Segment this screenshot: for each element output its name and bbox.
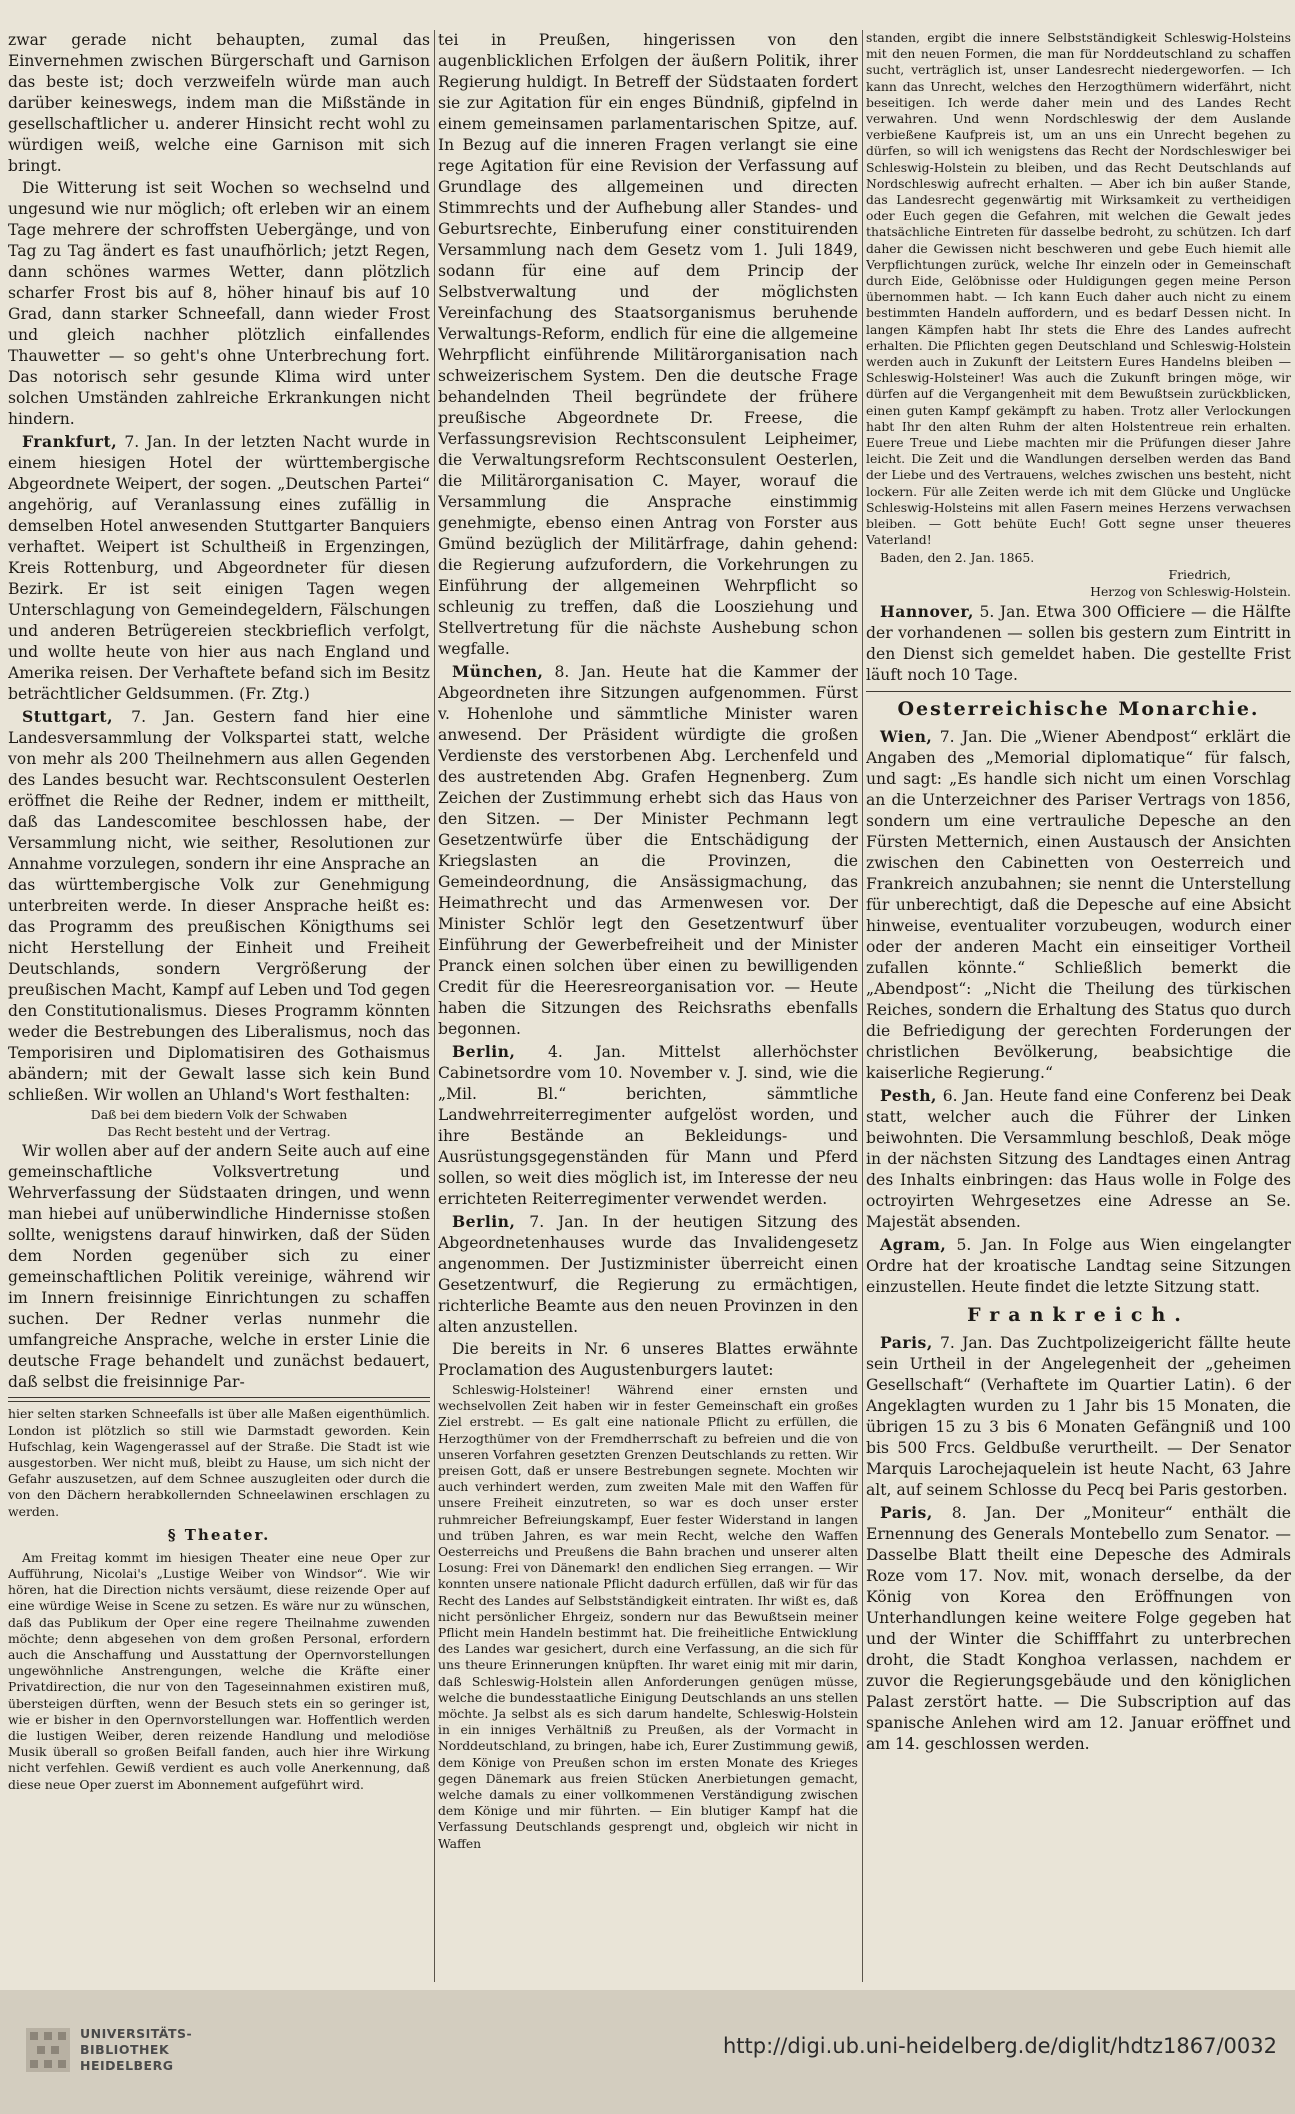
article-text: 7. Jan. Das Zuchtpolizeigericht fällte heute sein Urtheil in der Angelegenheit der „geheimen Gesellschaft“ (Verhaftete im Quartier Latin). 6 der Angeklagten wurden zu 1 Jahr bis 15 Monaten, die übrigen 15 zu 3 bis 6 Monaten Gefängniß und 100 bis 500 Frcs. Geldbuße verurtheilt. — Der Senator Marquis Larochejaquelein ist heute Nacht, 63 Jahre alt, auf seinem Schlosse du Pecq bei Paris gestorben. [866, 1334, 1291, 1500]
article-berlin [438, 1041, 858, 1210]
dateline: Hannover, [880, 602, 974, 622]
article-text: 7. Jan. Gestern fand hier eine Landesversammlung der Volkspartei statt, welche von mehr als 200 Theilnehmern aus allen Gegenden des Landes besucht war. Rechtsconsulent Oesterlen eröffnet die Reihe der Redner, indem er mittheilt, daß das Landescomitee beschlossen habe, der Versammlung nicht, wie seither, Resolutionen zur Annahme vorzulegen, sondern ihr eine Ansprache an das württembergische Volk zur Genehmigung unterbreiten werde. In dieser Ansprache heißt es: das Programm des preußischen Königthums sei nicht Herstellung der Einheit und Freiheit Deutschlands, sondern Vergrößerung der preußischen Macht, Kampf auf Leben und Tod gegen den Constitutionalismus. Dieses Programm könnten weder die Bestrebungen des Liberalismus, noch das Temporisiren und Diplomatisiren des Gothaismus abändern; mit der Gewalt lasse sich kein Bund schließen. Wir wollen an Uhland's Wort festhalten: [8, 708, 430, 1104]
theater-heading: § Theater. [167, 1525, 271, 1544]
dateline: Frankfurt, [22, 432, 118, 451]
column-3 [866, 30, 1291, 1982]
dateline: Berlin, [452, 1212, 516, 1231]
dateline: Paris, [880, 1333, 933, 1353]
article-agram [866, 1234, 1291, 1298]
verse-line: Das Recht besteht und der Vertrag. [107, 1124, 331, 1140]
article-paragraph: Die bereits in Nr. 6 unseres Blattes erwähnte Proclamation des Augustenburgers lautet: [438, 1340, 858, 1379]
article-text: 7. Jan. Die „Wiener Abendpost“ erklärt die Angaben des „Memorial diplomatique“ für falsch, und sagt: „Es handle sich nicht um einen Vorschlag an die Unterzeichner des Pariser Vertrags von 1856, sondern um eine vertrauliche Depesche an den Fürsten Metternich, einen Austausch der Ansichten zwischen den Cabinetten von Oesterreich und Frankreich anzubahnen; sie nennt die Unterstellung für unberechtigt, daß die Depesche auf eine Absicht hinweise, eventualiter vorzubeugen, wodurch einer oder der anderen Macht ein einseitiger Vortheil zufallen könnte.“ Schließlich bemerkt die „Abendpost“: „Nicht die Theilung des türkischen Reiches, sondern die Erhaltung des Status quo durch die Befriedigung der gerechten Forderungen der christlichen Bevölkerung, beabsichtige die kaiserliche Regierung.“ [866, 728, 1291, 1083]
article-paragraph: Wir wollen aber auf der andern Seite auch auf eine gemeinschaftliche Volksvertretung und Wehrverfassung der Südstaaten dringen, und wenn man hiebei auf unüberwindliche Hindernisse stoßen sollte, wenigstens darauf hinwirken, daß der Süden dem Norden gegenüber sich zu einer gemeinschaftlichen Politik vereinige, während wir im Innern freisinnige Einrichtungen zu schaffen suchen. Der Redner verlas nunmehr die umfangreiche Ansprache, welche in erster Linie die deutsche Frage behandelt und zunächst bedauert, daß selbst die freisinnige Par- [8, 1142, 430, 1392]
theater-text: Am Freitag kommt im hiesigen Theater eine neue Oper zur Aufführung, Nicolai's „Lustige Weiber von Windsor“. Wie wir hören, hat die Direction nichts versäumt, diese reizende Oper auf eine würdige Weise in Scene zu setzen. Es wäre nur zu wünschen, daß das Publikum der Oper eine regere Theilnahme zuwenden möchte; denn abgesehen von dem großen Personal, erfordern auch die Anschaffung und Ausstattung der Opernvorstellungen ungewöhnliche Anstrengungen, welche die Kräfte einer Privatdirection, die nur von den Tageseinnahmen existiren muß, übersteigen dürften, wenn der Besuch stets ein so geringer ist, wie er bisher in den Opernvorstellungen war. Hoffentlich werden die lustigen Weiber, deren reizende Handlung und melodiöse Musik überall so großen Beifall fanden, auch hier ihre Wirkung nicht verfehlen. Gewiß verdient es auch volle Anerkennung, daß diese neue Oper zuerst im Abonnement aufgeführt wird. [8, 1549, 430, 1792]
section-divider [866, 691, 1291, 692]
library-name [80, 2026, 192, 2074]
article-paragraph: Die Witterung ist seit Wochen so wechselnd und ungesund wie nur möglich; oft erleben wir an einem Tage mehrere der schroffsten Uebergänge, und von Tag zu Tag ändert es fast unaufhörlich; jetzt Regen, dann schönes warmes Wetter, dann plötzlich scharfer Frost bis auf 8, höher hinauf bis auf 10 Grad, dann starker Schneefall, dann wieder Frost und gleich nachher plötzlich einfallendes Thauwetter — so geht's ohne Unterbrechung fort. Das notorisch sehr gesunde Klima wird unter solchen Umständen zahlreiche Erkrankungen nicht hindern. [8, 179, 430, 428]
column-1 [8, 30, 430, 1982]
proclamation-text: Schleswig-Holsteiner! Während einer ernsten und wechselvollen Zeit haben wir in fester Gemeinschaft ein großes Ziel erstrebt. — Es galt eine nationale Pflicht zu erfüllen, die Herzogthümer von der Fremdherrschaft zu befreien und die von unseren Vorfahren gesetzten Grenzen Deutschlands zu retten. Wir preisen Gott, daß er unsere Bestrebungen segnete. Mochten wir auch verhindert werden, zum zweiten Male mit den Waffen für unsere Freiheit einzutreten, so war es doch unser erster ruhmreicher Befreiungskampf, Euer fester Widerstand in langen und trüben Jahren, es war mein Recht, welche den Waffen Oesterreichs und Preußens die Bahn brachen und unserer alten Losung: Frei von Dänemark! den endlichen Sieg errangen. — Wir konnten unsere nationale Pflicht dadurch erfüllen, daß wir für das Recht des Landes auf Selbstständigkeit eintraten. Ihr wißt es, daß nicht persönlicher Ehrgeiz, sondern nur das Bewußtsein meiner Pflicht mein Handeln bestimmt hat. Die freiheitliche Entwicklung des Landes war gesichert, durch eine Verfassung, an die sich für uns theure Erinnerungen knüpften. Ihr waret einig mit mir darin, daß Schleswig-Holstein allen Anforderungen genügen müsse, welche die bundesstaatliche Einigung Deutschlands an uns stellen möchte. Ja selbst als es sich darum handelte, Schleswig-Holstein in ein inniges Verhältniß zu Preußen, als der Vormacht in Norddeutschland, zu bringen, habe ich, Eurer Zustimmung gewiß, dem Könige von Preußen schon im ersten Monate des Krieges gegen Dänemark aus freien Stücken Anerbietungen gemacht, welche damals zu einer vollkommenen Verständigung zwischen dem Könige und mir führten. — Ein blutiger Kampf hat die Verfassung Deutschlands gesprengt und, obgleich wir nicht in Waffen [438, 1382, 858, 1851]
proclamation-text: standen, ergibt die innere Selbstständigkeit Schleswig-Holsteins mit den neuen Formen, die man für Norddeutschland zu schaffen sucht, verträglich ist, unser Landesrecht niedergeworfen. — Ich kann das Unrecht, welches den Herzogthümern widerfährt, nicht beseitigen. Ich werde daher mein und des Landes Recht verwahren. Und wenn Nordschleswig der dem Auslande verbießene Kaufpreis ist, um an uns ein Unrecht begehen zu dürfen, so will ich wenigstens das Recht der Nordschleswiger bei Schleswig-Holstein zu bleiben, und das Recht Deutschlands auf Nordschleswig aufrecht erhalten. — Aber ich bin außer Stande, das Landesrecht gegenwärtig mit Wirksamkeit zu vertheidigen oder Euch gegen die Gefahren, mit welchen die Gewalt jedes thatsächliche Eintreten für dasselbe bedroht, zu schützen. Ich darf daher die Gewissen nicht beschweren und gebe Euch hiemit alle Verpflichtungen zurück, welche Ihr einzeln oder in Gemeinschaft durch Eide, Gelöbnisse oder Huldigungen gegen meine Person übernommen habt. — Ich kann Euch daher auch nicht zu einem bestimmten Handeln auffordern, und es bedarf Dessen nicht. In langen Kämpfen habt Ihr stets die Ehre des Landes aufrecht erhalten. Die Pflichten gegen Deutschland und Schleswig-Holstein werden auch in Zukunft der Leitstern Eures Handelns bleiben — Schleswig-Holsteiner! Was auch die Zukunft bringen möge, wir dürfen auf die Vergangenheit mit dem Bewußtsein zurückblicken, einen guten Kampf gekämpft zu haben. Trotz aller Verlockungen habt Ihr den alten Ruhm der alten Holstentreue rein erhalten. Euere Treue und Liebe machten mir die Prüfungen dieser Jahre leicht. Die Zeit und die Wandlungen derselben werden das Band der Liebe und des Vertrauens, welches zwischen uns besteht, nicht lockern. Für alle Zeiten werde ich mit dem Glücke und Unglücke Schleswig-Holsteins mit allen Fasern meines Herzens verwachsen bleiben. — Gott behüte Euch! Gott segne unser theueres Vaterland! [866, 30, 1291, 548]
article-paris [866, 1332, 1291, 1501]
verse-line: Daß bei dem biedern Volk der Schwaben [90, 1107, 348, 1122]
section-heading-austria: Oesterreichische Monarchie. [897, 698, 1260, 721]
library-name-line: BIBLIOTHEK [80, 2042, 170, 2057]
article-text: 8. Jan. Heute hat die Kammer der Abgeordneten ihre Sitzungen aufgenommen. Fürst v. Hohenlohe und sämmtliche Minister waren anwesend. Der Präsident würdigte die großen Verdienste des verstorbenen Abg. Lerchenfeld und des austretenden Abg. Grafen Hegnenberg. Zum Zeichen der Zustimmung erhebt sich das Haus von den Sitzen. — Der Minister Pechmann legt Gesetzentwürfe über die Entschädigung der Kriegslasten an die Provinzen, die Gemeindeordnung, die Ansässigmachung, das Heimathrecht und das Armenwesen vor. Der Minister Schlör legt den Gesetzentwurf über Einführung der Gewerbefreiheit und der Minister Pranck einen solchen über einen zu bewilligenden Credit für die Heeresreorganisation vor. — Heute haben die Sitzungen des Reichsraths ebenfalls begonnen. [438, 663, 858, 1038]
dateline: Agram, [880, 1235, 947, 1255]
article-stuttgart [8, 706, 430, 1106]
dateline: Berlin, [452, 1042, 516, 1061]
article-hannover [866, 601, 1291, 686]
article-text: 4. Jan. Mittelst allerhöchster Cabinetsordre vom 10. November v. J. sind, wie die „Mil. Bl.“ berichten, sämmtliche Landwehrreiterregimenter aufgelöst worden, und ihre Bestände an Bekleidungs- und Ausrüstungsgegenständen für Mann und Pferd sollen, so weit dies möglich ist, im Interesse der neu errichteten Reiterregimenter verwendet werden. [438, 1043, 858, 1208]
column-2 [438, 30, 858, 1982]
article-text: 8. Jan. Der „Moniteur“ enthält die Ernennung des Generals Montebello zum Senator. — Dasselbe Blatt theilt eine Depesche des Admirals Roze vom 17. Nov. mit, wonach derselbe, da der König von Korea den Eröffnungen von Unterhandlungen keine weitere Folge gegeben hat und der Winter die Schifffahrt zu unterbrechen droht, die Stadt Konghoa verlassen, nachdem er zuvor die Regierungsgebäude und den königlichen Palast zerstört hatte. — Die Subscription auf das spanische Anlehen wird am 12. Januar eröffnet und am 14. geschlossen werden. [866, 1504, 1291, 1754]
article-pesth [866, 1085, 1291, 1233]
article-wien [866, 726, 1291, 1084]
article-text: 7. Jan. In der heutigen Sitzung des Abgeordnetenhauses wurde das Invalidengesetz angenommen. Der Justizminister überreicht einen Gesetzentwurf, die Regierung zu ermächtigen, richterliche Beamte aus den neuen Provinzen in den alten anzustellen. [438, 1213, 858, 1336]
column-rule [862, 30, 863, 1982]
library-logo-icon [24, 2026, 72, 2074]
dateline: Paris, [880, 1503, 933, 1523]
article-text: 5. Jan. Etwa 300 Officiere — die Hälfte der vorhandenen — sollen bis gestern zum Eintritt in den Dienst sich gemeldet haben. Die gestellte Frist läuft noch 10 Tage. [866, 603, 1291, 685]
article-paragraph: zwar gerade nicht behaupten, zumal das Einvernehmen zwischen Bürgerschaft und Garnison das beste ist; doch verzweifeln würde man auch darüber keineswegs, indem man die Mißstände in gesellschaftlicher u. anderer Hinsicht recht wohl zu würdigen weiß, welche eine Garnison mit sich bringt. [8, 31, 430, 175]
article-text: 6. Jan. Heute fand eine Conferenz bei Deak statt, welcher auch die Führer der Linken beiwohnten. Die Versammlung beschloß, Deak möge in der nächsten Sitzung des Landtages einen Antrag des Inhalts einbringen: das Haus wolle in Folge des octroyirten Wehrgesetzes eine Adresse an Se. Majestät absenden. [866, 1087, 1291, 1232]
dateline: München, [452, 662, 544, 681]
dateline: Wien, [880, 727, 933, 747]
article-berlin [438, 1211, 858, 1338]
library-name-line: UNIVERSITÄTS- [80, 2026, 193, 2041]
source-url-link[interactable]: http://digi.ub.uni-heidelberg.de/diglit/hdtz1867/0032 [722, 2034, 1277, 2058]
feuilleton-divider [8, 1397, 430, 1402]
signature-place: Baden, den 2. Jan. 1865. [880, 549, 1035, 565]
article-paragraph: tei in Preußen, hingerissen von den augenblicklichen Erfolgen der äußern Politik, ihrer Regierung huldigt. In Betreff der Südstaaten fordert sie zur Agitation für ein enges Bündniß, gipfelnd in einem gemeinsamen parlamentarischen Spitze, auf. In Bezug auf die inneren Fragen verlangt sie eine rege Agitation für eine Revision der Verfassung auf Grundlage des allgemeinen und directen Stimmrechts und der Aufhebung aller Standes- und Geburtsrechte, Einberufung einer constituirenden Versammlung nach dem Gesetz vom 1. Juli 1849, sodann für eine auf dem Princip der Selbstverwaltung und der möglichsten Vereinfachung des Staatsorganismus beruhende Verwaltungs-Reform, endlich für eine die allgemeine Wehrpflicht einführende Militärorganisation nach schweizerischem System. Den die deutsche Frage behandelnden Theil begründete der frühere preußische Abgeordnete Dr. Freese, die Verfassungsrevision Rechtsconsulent Leipheimer, die Verwaltungsreform Rechtsconsulent Oesterlen, die Militärorganisation C. Mayer, worauf die Versammlung die Ansprache einstimmig genehmigte, ebenso einen Antrag von Forster aus Gmünd bezüglich der Militärfrage, dahin gehend: die Regierung aufzufordern, die Vorkehrungen zu Einführung der allgemeinen Wehrpflicht so schleunig zu treffen, daß die Loosziehung und Stellvertretung für die nächste Aushebung schon wegfalle. [438, 31, 858, 658]
section-heading-france: Frankreich. [967, 1304, 1190, 1327]
dateline: Stuttgart, [22, 707, 114, 726]
signature-title: Herzog von Schleswig-Holstein. [1090, 583, 1291, 599]
dateline: Pesth, [880, 1086, 937, 1106]
article-text: 7. Jan. In der letzten Nacht wurde in einem hiesigen Hotel der württembergische Abgeordnete Weipert, der sogen. „Deutschen Partei“ angehörig, auf Veranlassung eines zufällig in demselben Hotel anwesenden Stuttgarter Banquiers verhaftet. Weipert ist Schultheiß in Ergenzingen, Kreis Rottenburg, und Abgeordneter für diesen Bezirk. Er ist seit einigen Tagen wegen Unterschlagung von Gemeindegeldern, Fälschungen und anderen Betrügereien steckbrieflich verfolgt, und wollte heute von hier aus nach England und Amerika reisen. Der Verhaftete befand sich im Besitz beträchtlicher Geldsummen. (Fr. Ztg.) [8, 433, 430, 703]
article-paris [866, 1502, 1291, 1755]
feuilleton-text: hier selten starken Schneefalls ist über alle Maßen eigenthümlich. London ist plötzlich so still wie Darmstadt geworden. Kein Hufschlag, kein Wagengerassel auf der Straße. Die Stadt ist wie ausgestorben. Wer nicht muß, bleibt zu Hause, um sich nicht der Gefahr auszusetzen, auf dem Schnee auszugleiten oder durch die von den Dächern herabkollernden Schneelawinen erschlagen zu werden. [8, 1406, 430, 1519]
signature-name: Friedrich, [1168, 566, 1231, 582]
library-name-line: HEIDELBERG [80, 2058, 174, 2073]
article-muenchen [438, 661, 858, 1040]
library-footer [0, 1990, 1295, 2114]
article-frankfurt [8, 431, 430, 705]
article-text: 5. Jan. In Folge aus Wien eingelangter Ordre hat der kroatische Landtag seine Sitzungen einzustellen. Heute findet die letzte Sitzung statt. [866, 1236, 1291, 1297]
column-rule [434, 30, 435, 1982]
